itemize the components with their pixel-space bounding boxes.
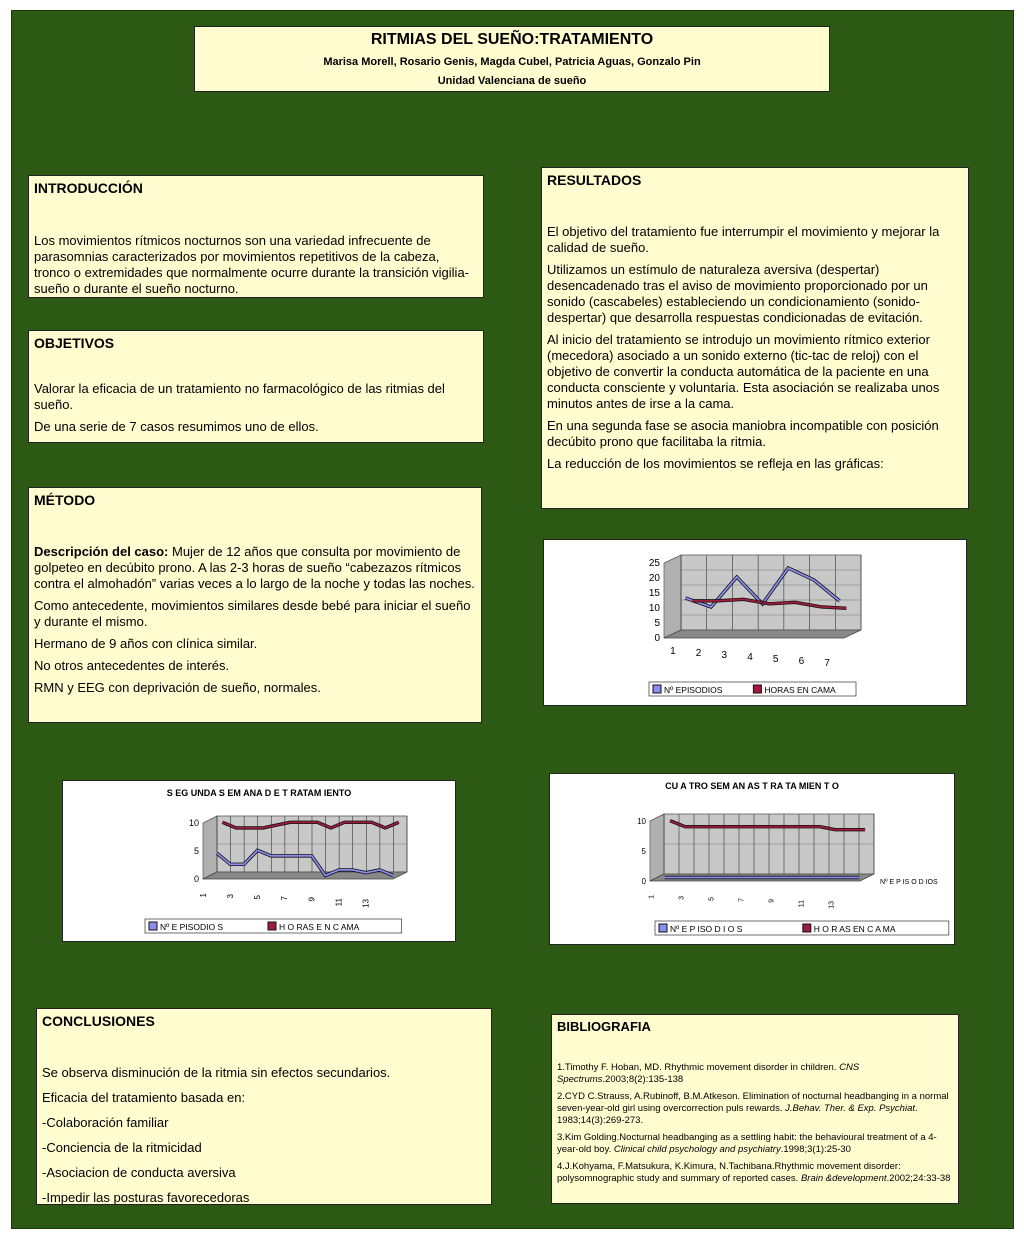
x-tick-label: 7 [280, 896, 290, 901]
ref4-main: 4.J.Kohyama, F.Matsukura, K.Kimura, N.Tachibana.Rhythmic movement disorder: polysomnographic study and summary of reported cases. [557, 1161, 901, 1184]
x-tick-label: 1 [648, 895, 656, 899]
y-tick-label: 10 [648, 603, 660, 614]
x-tick-label: 7 [824, 658, 830, 669]
y-tick-label: 0 [193, 874, 199, 884]
chart-floor [203, 872, 407, 879]
x-tick-label: 2 [695, 648, 702, 659]
x-tick-label: 4 [747, 652, 753, 663]
conclusiones-p6: -Impedir las posturas favorecedoras [42, 1190, 250, 1205]
resultados-p3: Al inicio del tratamiento se introdujo un movimiento rítmico exterior (mecedora) asociado a un sonido externo (tic-tac de reloj) con el objetivo de convertir la conducta automática de la paciente en una conducta consciente y voluntaria. Esta asociación se realizaba unos minutos antes de irse a la cama. [547, 332, 940, 411]
ref2-main: 2.CYD C.Strauss, A.Rubinoff, B.M.Atkeson. Elimination of nocturnal headbanging in a normal seven-year-old girl using overcorrection puls rewards. [557, 1091, 949, 1114]
conclusiones-p2: Eficacia del tratamiento basada en: [42, 1090, 246, 1105]
y-tick-label: 15 [648, 588, 660, 599]
intro-text: Los movimientos rítmicos nocturnos son una variedad infrecuente de parasomnias caracterizados por movimientos repetitivos de la cabeza, tronco o extremidades que normalmente ocurre durante la transición vigilia-sueño o durante el sueño nocturno. [34, 233, 469, 296]
legend-label-1: Nº EPISODIOS [664, 685, 723, 695]
y-tick-label: 5 [641, 847, 646, 856]
ref3-main: 3.Kim Golding.Nocturnal headbanging as a settling habit: the behavioural treatment of a 4-year-old boy. [557, 1132, 937, 1155]
x-tick-label: 5 [772, 654, 779, 665]
x-tick-label: 3 [225, 894, 235, 899]
intro-section [28, 175, 484, 298]
x-tick-label: 3 [678, 896, 686, 900]
objetivos-p2: De una serie de 7 casos resumimos uno de ellos. [34, 419, 319, 434]
axis-series-label: Nº E P IS O D IOS [880, 879, 938, 886]
reference-2 [557, 1091, 953, 1127]
resultados-heading: RESULTADOS [547, 172, 642, 188]
legend-swatch-1 [659, 924, 667, 932]
chart-second-week [62, 780, 456, 942]
reference-1 [557, 1062, 953, 1086]
ref3-tail: .1998;3(1):25-30 [780, 1144, 851, 1155]
conclusiones-p5: -Asociacion de conducta aversiva [42, 1165, 236, 1180]
resultados-p5: La reducción de los movimientos se refleja en las gráficas: [547, 456, 884, 471]
legend-swatch-2 [753, 685, 761, 693]
chart-title: S EG UNDA S EM ANA D E T RATAM IENTO [166, 788, 352, 798]
conclusiones-p1: Se observa disminución de la ritmia sin efectos secundarios. [42, 1065, 391, 1080]
y-tick-label: 10 [637, 817, 646, 826]
reference-4 [557, 1161, 953, 1185]
legend-swatch-2 [268, 922, 276, 930]
chart-floor [664, 630, 861, 638]
reference-3 [557, 1132, 953, 1156]
metodo-case [34, 544, 476, 592]
chart-side-wall [203, 816, 217, 879]
x-tick-label: 9 [307, 897, 317, 902]
y-tick-label: 5 [654, 618, 660, 629]
y-tick-label: 20 [648, 573, 660, 584]
x-tick-label: 13 [361, 899, 371, 908]
x-tick-label: 7 [738, 898, 746, 902]
resultados-p2: Utilizamos un estímulo de naturaleza aversiva (despertar) desencadenado tras el aviso de movimiento proporcionado por un sonido (cascabeles) estableciendo un condicionamiento (sonido-despertar) que desarrolla respuestas condicionadas de evitación. [547, 262, 928, 325]
objetivos-heading: OBJETIVOS [34, 335, 115, 351]
chart-side-wall [650, 814, 664, 881]
legend-label-1: Nº E P ISO D I O S [670, 924, 743, 934]
chart3-svg [550, 774, 954, 944]
title-banner [194, 26, 830, 92]
metodo-p5: RMN y EEG con deprivación de sueño, normales. [34, 680, 321, 695]
y-tick-label: 0 [641, 877, 646, 886]
metodo-p3: Hermano de 9 años con clínica similar. [34, 636, 258, 651]
x-tick-label: 11 [798, 900, 806, 908]
case-label: Descripción del caso: [34, 544, 169, 559]
conclusiones-heading: CONCLUSIONES [42, 1013, 155, 1029]
y-tick-label: 10 [188, 818, 199, 828]
conclusiones-section [36, 1008, 492, 1205]
legend-label-1: Nº E PISODIO S [160, 922, 224, 932]
y-tick-label: 0 [654, 633, 660, 644]
metodo-heading: MÉTODO [34, 492, 96, 508]
objetivos-p1: Valorar la eficacia de un tratamiento no farmacológico de las ritmias del sueño. [34, 381, 445, 412]
y-tick-label: 5 [193, 846, 199, 856]
legend-swatch-1 [149, 922, 157, 930]
x-tick-label: 3 [721, 650, 728, 661]
authors: Marisa Morell, Rosario Genis, Magda Cubel, Patricia Aguas, Gonzalo Pin [323, 56, 701, 68]
objetivos-section [28, 330, 484, 443]
x-tick-label: 13 [828, 901, 836, 909]
legend-swatch-1 [653, 685, 661, 693]
resultados-p1: El objetivo del tratamiento fue interrumpir el movimiento y mejorar la calidad de sueño. [547, 224, 940, 255]
chart1-svg [544, 540, 966, 705]
x-tick-label: 6 [798, 656, 805, 667]
legend-label-2: H O RAS E N C AMA [279, 922, 360, 932]
ref4-journal: Brain &development [800, 1173, 887, 1184]
case-text: Mujer de 12 años que consulta por movimiento de golpeteo en decúbito prono. A las 2-3 horas de sueño “cabezazos rítmicos contra el almohadón” varias veces a lo largo de la noche y todas las noches. [34, 544, 475, 591]
metodo-p2: Como antecedente, movimientos similares desde bebé para iniciar el sueño y durante el mismo. [34, 598, 471, 629]
ref2-journal: J.Behav. Ther. & Exp. Psychiat [785, 1103, 915, 1114]
intro-heading: INTRODUCCIÓN [34, 180, 143, 196]
ref1-tail: .2003;8(2):135-138 [602, 1074, 684, 1085]
legend-label-2: H O R AS EN C A MA [813, 924, 896, 934]
resultados-section [541, 167, 969, 509]
resultados-p4: En una segunda fase se asocia maniobra incompatible con posición decúbito prono que facilitaba la ritmia. [547, 418, 939, 449]
chart2-svg [63, 781, 455, 941]
x-tick-label: 5 [253, 895, 263, 900]
chart-title: CU A TRO SEM AN AS T RA TA MIEN T O [665, 781, 839, 791]
ref2-tail: . 1983;14(3):269-273. [557, 1103, 918, 1126]
bibliografia-heading: BIBLIOGRAFIA [557, 1019, 651, 1034]
legend-label-2: HORAS EN CAMA [764, 685, 836, 695]
metodo-section [28, 487, 482, 723]
metodo-p4: No otros antecedentes de interés. [34, 658, 230, 673]
x-tick-label: 1 [198, 893, 208, 898]
x-tick-label: 1 [670, 646, 676, 657]
ref1-main: 1.Timothy F. Hoban, MD. Rhythmic movement disorder in children. [557, 1062, 840, 1073]
chart-side-wall [664, 555, 681, 638]
legend-swatch-2 [803, 924, 811, 932]
conclusiones-p3: -Colaboración familiar [42, 1115, 169, 1130]
chart-results-weekly [543, 539, 967, 706]
poster-title: RITMIAS DEL SUEÑO:TRATAMIENTO [370, 31, 654, 48]
x-tick-label: 5 [708, 897, 716, 901]
ref3-journal: Clinical child psychology and psychiatry [613, 1144, 781, 1155]
bibliografia-section [551, 1014, 959, 1204]
institution: Unidad Valenciana de sueño [437, 75, 587, 87]
ref4-tail: .2002;24:33-38 [886, 1173, 951, 1184]
x-tick-label: 9 [768, 899, 776, 903]
x-tick-label: 11 [334, 898, 344, 907]
conclusiones-p4: -Conciencia de la ritmicidad [42, 1140, 202, 1155]
chart-four-weeks [549, 773, 955, 945]
y-tick-label: 25 [648, 558, 660, 569]
ref1-journal: CNS Spectrums [557, 1062, 860, 1085]
